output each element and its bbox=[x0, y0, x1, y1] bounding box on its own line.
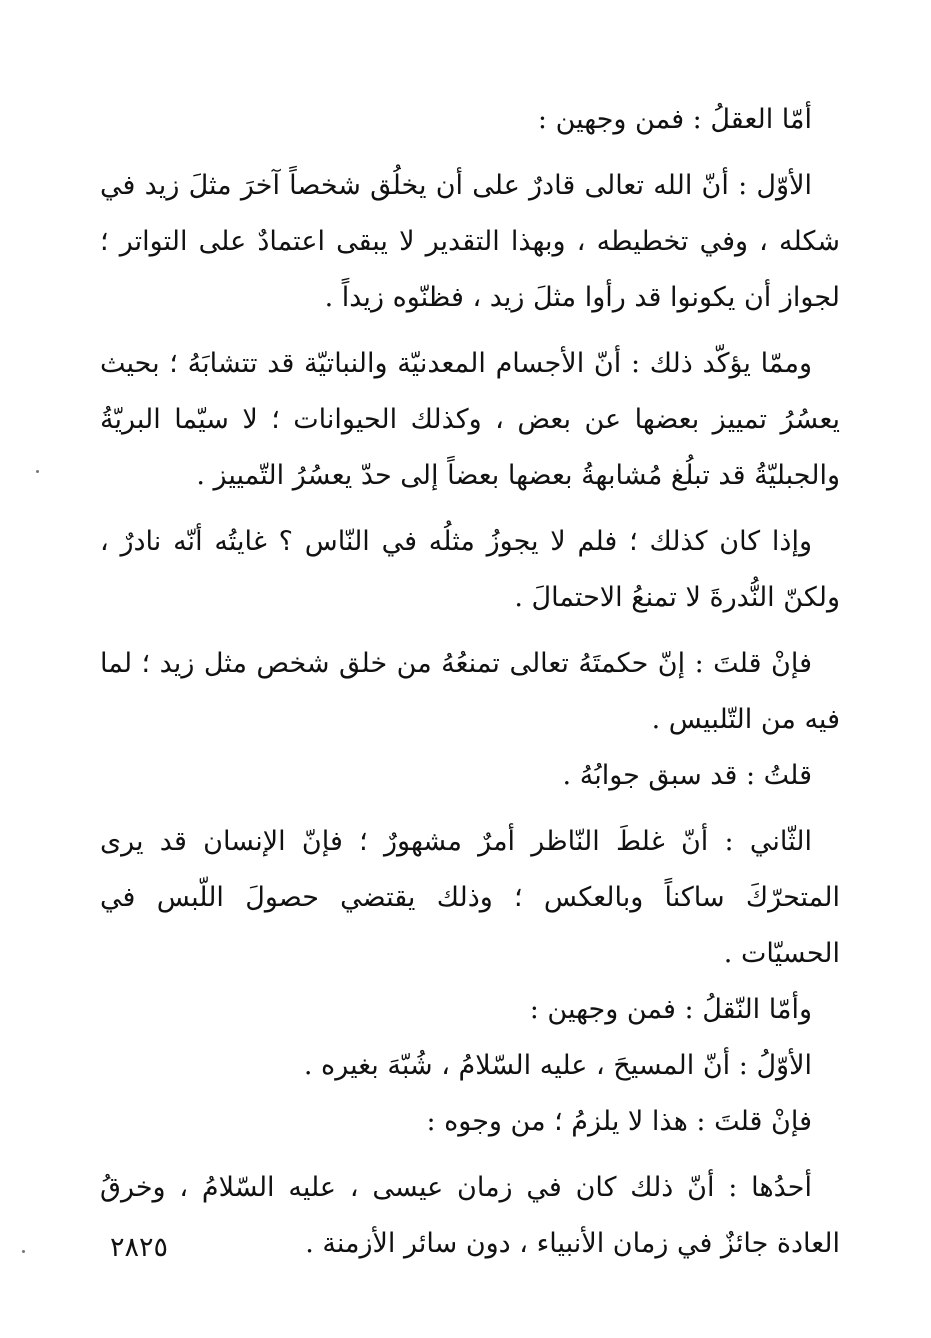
paragraph-first-aspect: أحدُها : أنّ ذلك كان في زمان عيسى ، عليه السّلامُ ، وخرقُ العادة جائزٌ في زمان الأنبياء ، دون سائر الأزمنة . bbox=[100, 1172, 840, 1259]
paragraph-second-reason: الثّاني : أنّ غلطَ النّاظر أمرٌ مشهورٌ ؛ فإنّ الإنسان قد يرى المتحرّكَ ساكناً وبالعكس ؛ وذلك يقتضي حصولَ اللّبس في الحسيّات . bbox=[100, 826, 840, 969]
paragraph-transmission-heading: وأمّا النّقلُ : فمن وجهين : bbox=[529, 994, 812, 1025]
scan-speck bbox=[36, 470, 39, 473]
paragraph-objection-aspects: فإنْ قلتَ : هذا لا يلزمُ ؛ من وجوه : bbox=[426, 1106, 812, 1137]
paragraph-first-reason: الأوّل : أنّ الله تعالى قادرٌ على أن يخلُق شخصاً آخرَ مثلَ زيد في شكله ، وفي تخطيطه ، وبهذا التقدير لا يبقى اعتمادٌ على التواتر ؛ لجواز أن يكونوا قد رأوا مثلَ زيد ، فظنّوه زيداً . bbox=[100, 170, 840, 313]
paragraph-intellect-heading: أمّا العقلُ : فمن وجهين : bbox=[537, 104, 812, 135]
paragraph-confirmation: وممّا يؤكّد ذلك : أنّ الأجسام المعدنيّة والنباتيّة قد تتشابَهُ ؛ بحيث يعسُرُ تمييز بعضها عن بعض ، وكذلك الحيوانات ؛ لا سيّما البريّةُ والجبليّةُ قد تبلُغ مُشابهةُ بعضها بعضاً إلى حدّ يعسُرُ التّمييز . bbox=[100, 348, 840, 491]
paragraph-messiah: الأوّلُ : أنّ المسيحَ ، عليه السّلامُ ، شُبّهَ بغيره . bbox=[303, 1050, 812, 1081]
paragraph-possibility: وإذا كان كذلك ؛ فلم لا يجوزُ مثلُه في النّاس ؟ غايتُه أنّه نادرٌ ، ولكنّ النُّدرةَ لا تمنعُ الاحتمالَ . bbox=[100, 526, 840, 613]
page-number: ٢٨٢٥ bbox=[110, 1232, 169, 1263]
paragraph-objection: فإنْ قلتَ : إنّ حكمتَهُ تعالى تمنعُهُ من خلق شخص مثل زيد ؛ لما فيه من التّلبيس . bbox=[100, 648, 840, 735]
body-text bbox=[100, 92, 840, 1272]
paragraph-reply: قلتُ : قد سبق جوابُهُ . bbox=[562, 760, 812, 791]
scan-speck bbox=[22, 1250, 25, 1253]
